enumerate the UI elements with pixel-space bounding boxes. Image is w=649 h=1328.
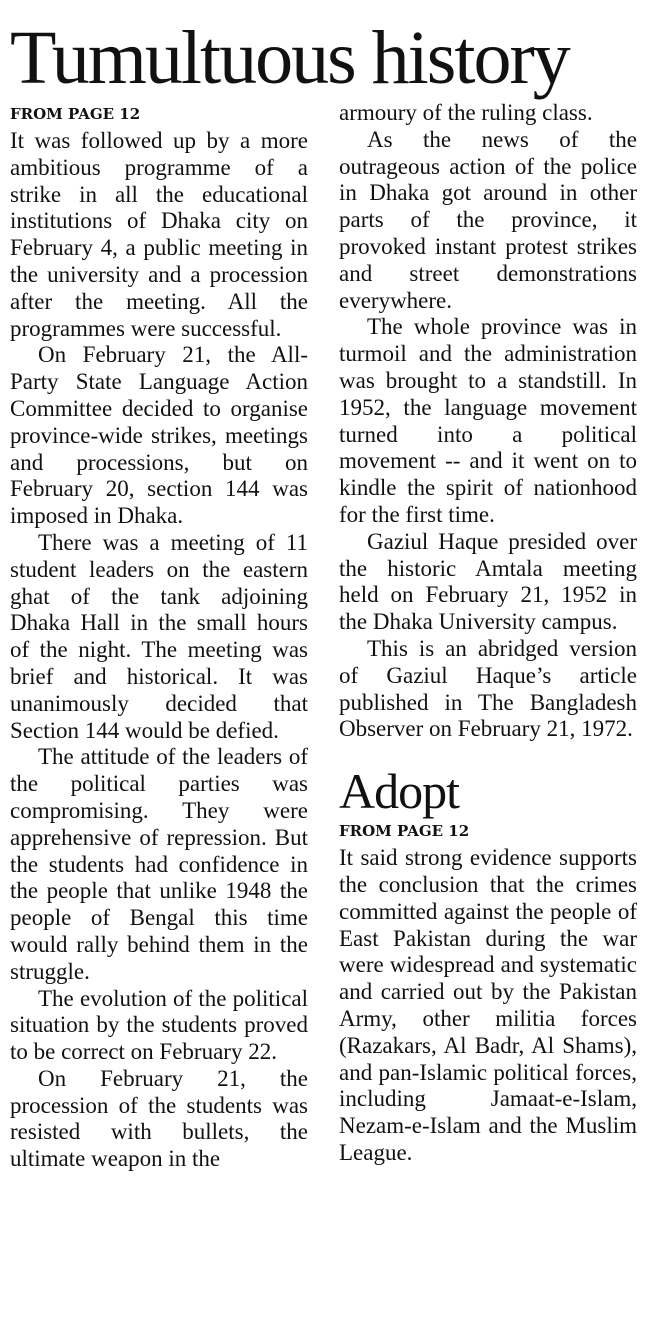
second-continued-from-label: FROM PAGE 12 (339, 822, 470, 841)
right-column (339, 100, 637, 1167)
article-headline: Tumultuous history (10, 16, 569, 100)
left-column (10, 104, 308, 1173)
continued-from-label: FROM PAGE 12 (10, 105, 141, 123)
body-paragraph: The whole province was in turmoil and the administration was brought to a standstill. In 1952, the language movement turned into a political movement -- and it went on to kindle the spirit of nationhood for the first time. (339, 314, 637, 527)
body-paragraph: The attitude of the leaders of the political parties was compromising. They were apprehensive of repression. But the students had confidence in the people that unlike 1948 the people of Bengal this time would rally behind them in the struggle. (10, 744, 308, 984)
body-paragraph: On February 21, the All-Party State Language Action Committee decided to organise province-wide strikes, meetings and processions, but on February 20, section 144 was imposed in Dhaka. (10, 342, 308, 529)
second-article-headline: Adopt (339, 763, 459, 820)
body-paragraph: Gaziul Haque presided over the historic Amtala meeting held on February 21, 1952 in the Dhaka University campus. (339, 528, 637, 635)
body-paragraph: There was a meeting of 11 student leaders on the eastern ghat of the tank adjoining Dhaka Hall in the small hours of the night. The meeting was brief and historical. It was unanimously decided that Section 144 would be defied. (10, 529, 308, 743)
body-paragraph: As the news of the outrageous action of the police in Dhaka got around in other parts of the province, it provoked instant protest strikes and street demonstrations everywhere. (339, 126, 637, 313)
body-paragraph: On February 21, the procession of the students was resisted with bullets, the ultimate weapon in the (10, 1065, 308, 1172)
second-article-paragraph: It said strong evidence supports the conclusion that the crimes committed against the people of East Pakistan during the war were widespread and systematic and carried out by the Pakistan Army, other militia forces (Razakars, Al Badr, Al Shams), and pan-Islamic political forces, including Jamaat-e-Islam, Nezam-e-Islam and the Muslim League. (339, 845, 637, 1165)
body-paragraph: It was followed up by a more ambitious programme of a strike in all the educational institutions of Dhaka city on February 4, a public meeting in the university and a procession after the meeting. All the programmes were successful. (10, 128, 308, 341)
body-paragraph: The evolution of the political situation by the students proved to be correct on February 22. (10, 985, 308, 1065)
editor-note: This is an abridged version of Gaziul Haque’s article published in The Bangladesh Observer on February 21, 1972. (339, 635, 637, 742)
body-paragraph-continued: armoury of the ruling class. (339, 100, 593, 125)
